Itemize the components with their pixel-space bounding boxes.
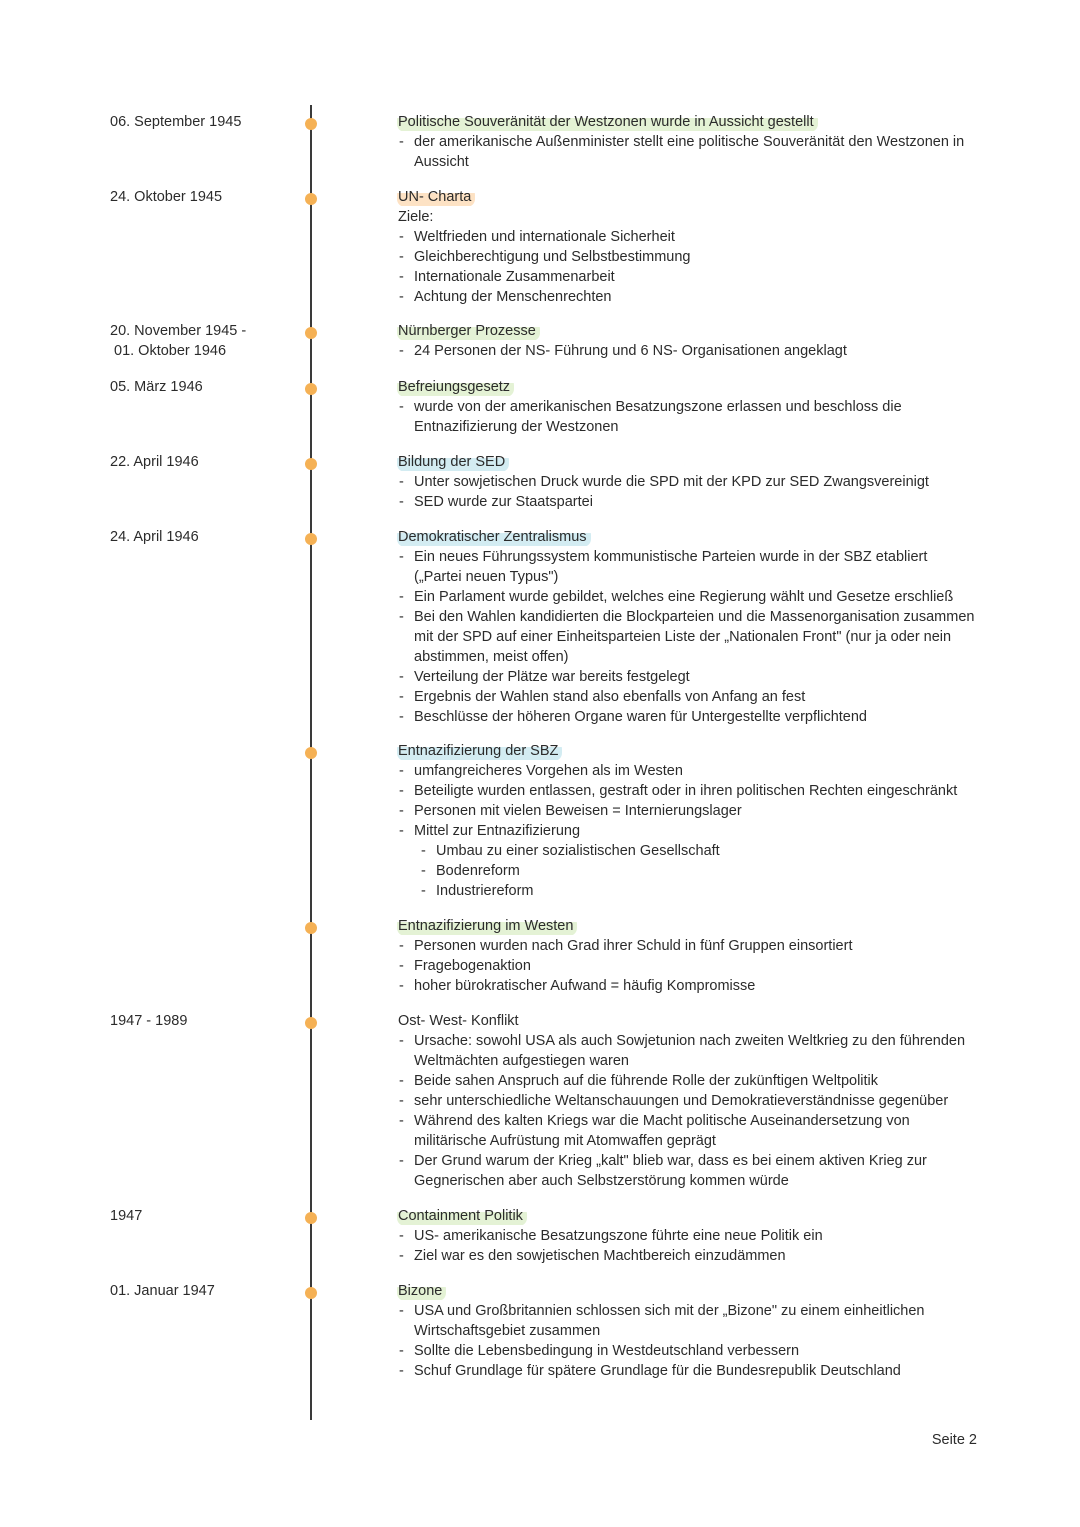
entry-date — [110, 321, 290, 361]
bullet-item: - 24 Personen der NS- Führung und 6 NS- Organisationen angeklagt — [398, 341, 978, 361]
entry-bullet-list — [398, 1301, 978, 1381]
bullet-item: - Mittel zur Entnazifizierung — [398, 821, 978, 841]
entry-date-line: 1947 - 1989 — [110, 1013, 188, 1029]
timeline-dot — [305, 747, 317, 759]
timeline-dot — [305, 193, 317, 205]
entry-content — [398, 187, 978, 307]
entry-title: Demokratischer Zentralismus — [397, 527, 591, 547]
entry-date — [110, 527, 290, 547]
entry-title: Entnazifizierung im Westen — [397, 916, 577, 936]
bullet-item: - Ursache: sowohl USA als auch Sowjetunion nach zweiten Weltkrieg zu den führenden Weltmächten aufgestiegen waren — [398, 1031, 978, 1071]
bullet-item: - Sollte die Lebensbedingung in Westdeutschland verbessern — [398, 1341, 978, 1361]
entry-bullet-list — [398, 341, 978, 361]
entry-content — [398, 741, 978, 901]
entry-title: Befreiungsgesetz — [397, 377, 514, 397]
bullet-item: - Ziel war es den sowjetischen Machtbereich einzudämmen — [398, 1246, 978, 1266]
entry-content — [398, 916, 978, 996]
entry-title: Containment Politik — [397, 1206, 527, 1226]
entry-title: UN- Charta — [397, 187, 475, 207]
bullet-item: - Ein neues Führungssystem kommunistische Parteien wurde in der SBZ etabliert („Partei neuen Typus") — [398, 547, 978, 587]
timeline-dot — [305, 1017, 317, 1029]
entry-content — [398, 1206, 978, 1266]
sub-bullet-item: - Bodenreform — [398, 861, 978, 881]
entry-date — [110, 112, 290, 132]
entry-date — [110, 1011, 290, 1031]
timeline-dot — [305, 533, 317, 545]
bullet-item: - Beschlüsse der höheren Organe waren für Untergestellte verpflichtend — [398, 707, 978, 727]
bullet-item: - USA und Großbritannien schlossen sich mit der „Bizone" zu einem einheitlichen Wirtschaftsgebiet zusammen — [398, 1301, 978, 1341]
entry-bullet-list — [398, 761, 978, 901]
entry-title: Bizone — [397, 1281, 446, 1301]
bullet-item: - Ergebnis der Wahlen stand also ebenfalls von Anfang an fest — [398, 687, 978, 707]
bullet-item: - Personen wurden nach Grad ihrer Schuld in fünf Gruppen einsortiert — [398, 936, 978, 956]
bullet-item: - Der Grund warum der Krieg „kalt" blieb war, dass es bei einem aktiven Krieg zur Gegnerischen aber auch Selbstzerstörung kommen würde — [398, 1151, 978, 1191]
entry-bullet-list — [398, 1031, 978, 1191]
entry-content — [398, 377, 978, 437]
entry-date — [110, 1206, 290, 1226]
entry-title: Nürnberger Prozesse — [397, 321, 540, 341]
bullet-item: - Beide sahen Anspruch auf die führende Rolle der zukünftigen Weltpolitik — [398, 1071, 978, 1091]
page-number: Seite 2 — [931, 1432, 977, 1448]
timeline-dot — [305, 922, 317, 934]
bullet-item: - sehr unterschiedliche Weltanschauungen und Demokratieverständnisse gegenüber — [398, 1091, 978, 1111]
entry-bullet-list — [398, 132, 978, 172]
bullet-item: - wurde von der amerikanischen Besatzungszone erlassen und beschloss die Entnazifizierung der Westzonen — [398, 397, 978, 437]
entry-bullet-list — [398, 227, 978, 307]
bullet-item: - Verteilung der Plätze war bereits festgelegt — [398, 667, 978, 687]
bullet-item: - Ein Parlament wurde gebildet, welches eine Regierung wählt und Gesetze erschließ — [398, 587, 978, 607]
timeline-dot — [305, 458, 317, 470]
bullet-item: - Weltfrieden und internationale Sicherheit — [398, 227, 978, 247]
entry-content — [398, 112, 978, 172]
entry-date-line: 24. April 1946 — [110, 529, 199, 545]
entry-title: Politische Souveränität der Westzonen wurde in Aussicht gestellt — [397, 112, 818, 132]
bullet-item: - Internationale Zusammenarbeit — [398, 267, 978, 287]
entry-date-line: 1947 — [110, 1208, 143, 1224]
entry-date-line: 06. September 1945 — [110, 114, 242, 130]
timeline-dot — [305, 118, 317, 130]
entry-title: Bildung der SED — [397, 452, 509, 472]
timeline-dot — [305, 1212, 317, 1224]
entry-bullet-list — [398, 936, 978, 996]
entry-bullet-list — [398, 1226, 978, 1266]
entry-bullet-list — [398, 547, 978, 727]
bullet-item: - umfangreicheres Vorgehen als im Westen — [398, 761, 978, 781]
entry-date-line: 05. März 1946 — [110, 379, 203, 395]
sub-bullet-item: - Umbau zu einer sozialistischen Gesellschaft — [398, 841, 978, 861]
entry-date-line: 22. April 1946 — [110, 454, 199, 470]
entry-date-line: 20. November 1945 - — [110, 323, 247, 339]
entry-date — [110, 452, 290, 472]
bullet-item: - hoher bürokratischer Aufwand = häufig Kompromisse — [398, 976, 978, 996]
bullet-item: - Bei den Wahlen kandidierten die Blockparteien und die Massenorganisation zusammen mit der SPD auf einer Einheitsparteien Liste der „Nationalen Front" (nur ja oder nein abstimmen, meist offen) — [398, 607, 978, 667]
entry-date — [110, 377, 290, 397]
bullet-item: - Beteiligte wurden entlassen, gestraft oder in ihren politischen Rechten eingeschränkt — [398, 781, 978, 801]
entry-title: Ost- West- Konflikt — [398, 1013, 519, 1029]
entry-date-line: 01. Januar 1947 — [110, 1283, 215, 1299]
timeline-dot — [305, 383, 317, 395]
sub-bullet-item: - Industriereform — [398, 881, 978, 901]
timeline-dot — [305, 327, 317, 339]
bullet-item: - Gleichberechtigung und Selbstbestimmung — [398, 247, 978, 267]
entry-content — [398, 321, 978, 361]
entry-date — [110, 187, 290, 207]
bullet-item: - Achtung der Menschenrechten — [398, 287, 978, 307]
timeline-dot — [305, 1287, 317, 1299]
entry-bullet-list — [398, 472, 978, 512]
bullet-item: - der amerikanische Außenminister stellt eine politische Souveränität den Westzonen in Aussicht — [398, 132, 978, 172]
entry-date-line: 24. Oktober 1945 — [110, 189, 223, 205]
entry-date — [110, 1281, 290, 1301]
bullet-item: - Während des kalten Kriegs war die Macht politische Auseinandersetzung von militärische Aufrüstung mit Atomwaffen geprägt — [398, 1111, 978, 1151]
bullet-item: - Schuf Grundlage für spätere Grundlage für die Bundesrepublik Deutschland — [398, 1361, 978, 1381]
bullet-item: - Fragebogenaktion — [398, 956, 978, 976]
entry-bullet-list — [398, 397, 978, 437]
bullet-item: - Personen mit vielen Beweisen = Internierungslager — [398, 801, 978, 821]
bullet-item: - US- amerikanische Besatzungszone führte eine neue Politik ein — [398, 1226, 978, 1246]
entry-title: Entnazifizierung der SBZ — [397, 741, 562, 761]
entry-content — [398, 452, 978, 512]
entry-content — [398, 527, 978, 727]
bullet-item: - SED wurde zur Staatspartei — [398, 492, 978, 512]
entry-content — [398, 1011, 978, 1191]
entry-content — [398, 1281, 978, 1381]
entry-subtitle: Ziele: — [398, 209, 434, 225]
entry-date-line: 01. Oktober 1946 — [114, 343, 227, 359]
bullet-item: - Unter sowjetischen Druck wurde die SPD mit der KPD zur SED Zwangsvereinigt — [398, 472, 978, 492]
